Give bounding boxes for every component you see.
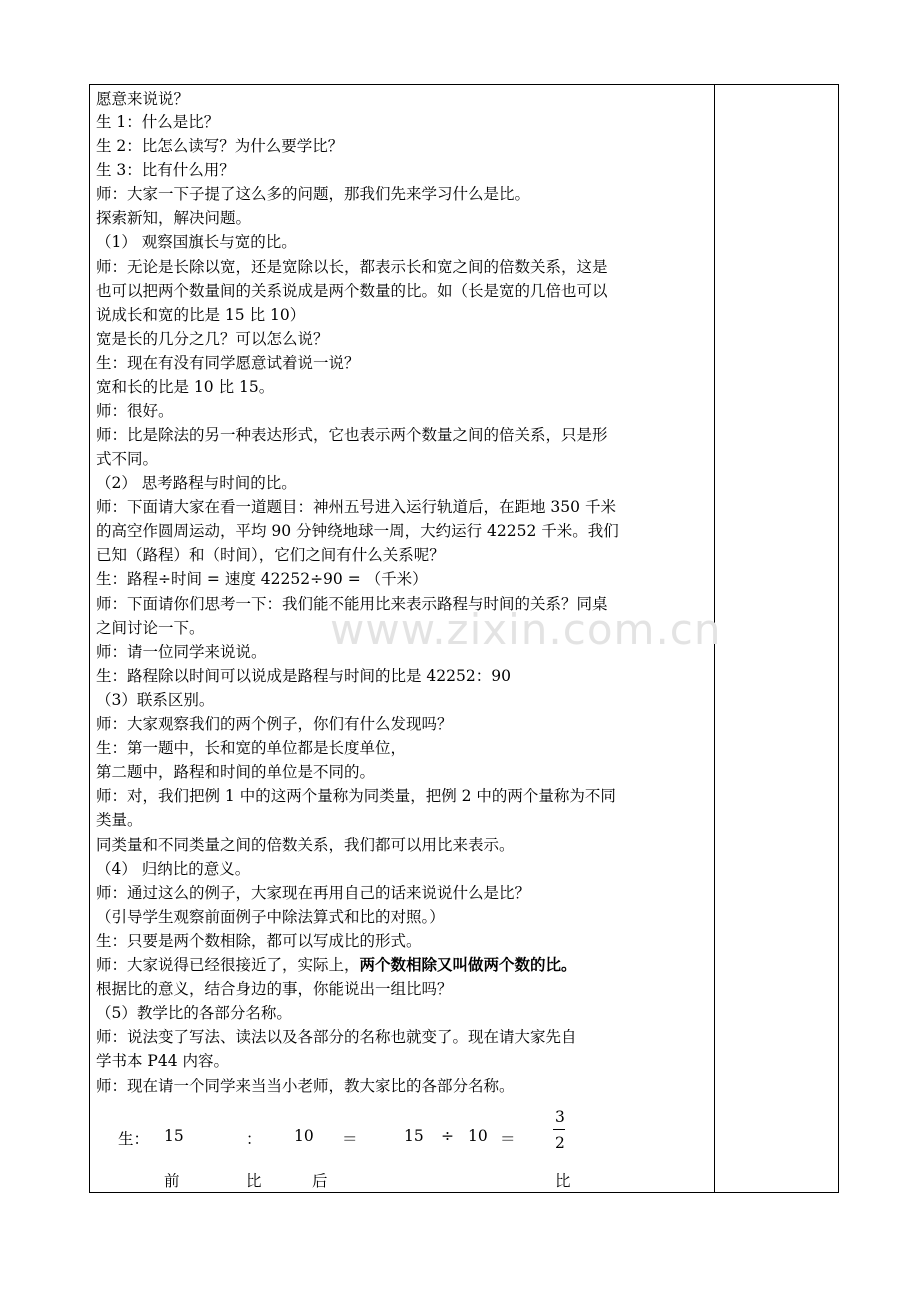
text-line: 已知（路程）和（时间），它们之间有什么关系呢？ [96, 546, 445, 564]
text-line: 式不同。 [96, 450, 159, 468]
text-line: （3）联系区别。 [96, 691, 215, 709]
text-line: 类量。 [96, 811, 143, 829]
equation-equals-1: ＝ [342, 1130, 358, 1148]
text-line: （2） 思考路程与时间的比。 [96, 474, 297, 492]
text-line: 生 1：什么是比？ [96, 113, 220, 131]
equation-divide: ÷ [441, 1127, 454, 1145]
text-line: （5）教学比的各部分名称。 [96, 1004, 292, 1022]
text-line: 师：大家观察我们的两个例子，你们有什么发现吗？ [96, 715, 453, 733]
text-line: 根据比的意义，结合身边的事，你能说出一组比吗？ [96, 980, 453, 998]
text-line: 宽和长的比是 10 比 15。 [96, 378, 275, 396]
text-line: 生：第一题中，长和宽的单位都是长度单位， [96, 739, 407, 757]
text-line: 探索新知，解决问题。 [96, 209, 252, 227]
text-line: 师：下面请大家在看一道题目：神州五号进入运行轨道后，在距地 350 千米 [96, 498, 616, 516]
text-line: 师：大家一下子提了这么多的问题，那我们先来学习什么是比。 [96, 185, 531, 203]
watermark: www.zixin.com.cn [330, 605, 722, 654]
equation-term-b: 10 [294, 1127, 314, 1145]
text-line: 师：无论是长除以宽，还是宽除以长，都表示长和宽之间的倍数关系，这是 [96, 258, 608, 276]
definition-bold: 两个数相除又叫做两个数的比。 [359, 955, 577, 974]
equation-term-d: 10 [468, 1127, 488, 1145]
text-line: 师：对，我们把例 1 中的这两个量称为同类量，把例 2 中的两个量称为不同 [96, 787, 616, 805]
text-line: 师：下面请你们思考一下：我们能不能用比来表示路程与时间的关系？同桌 [96, 595, 608, 613]
text-line: 也可以把两个数量间的关系说成是两个数量的比。如（长是宽的几倍也可以 [96, 282, 608, 300]
text-line: 宽是长的几分之几？可以怎么说？ [96, 330, 329, 348]
text-line: 生：只要是两个数相除，都可以写成比的形式。 [96, 932, 422, 950]
text-line: 愿意来说说？ [96, 90, 190, 108]
fraction-denominator: 2 [555, 1134, 565, 1152]
equation-speaker: 生： [118, 1130, 150, 1148]
label-back-term: 后 [312, 1172, 328, 1190]
text-line: 学书本 P44 内容。 [96, 1052, 230, 1070]
text-line: 师：通过这么的例子，大家现在再用自己的话来说说什么是比？ [96, 884, 531, 902]
fraction-bar [553, 1129, 565, 1130]
text-line: 师：请一位同学来说说。 [96, 643, 267, 661]
text-line: 师：现在请一个同学来当当小老师，教大家比的各部分名称。 [96, 1077, 515, 1095]
equation-colon: ： [246, 1130, 262, 1148]
fraction-numerator: 3 [555, 1108, 565, 1126]
text-line: （4） 归纳比的意义。 [96, 860, 251, 878]
text-line: 师：很好。 [96, 402, 174, 420]
label-front-term: 前 [164, 1172, 180, 1190]
label-ratio-sign: 比 [246, 1172, 262, 1190]
text-line: 的高空作圆周运动，平均 90 分钟绕地球一周，大约运行 42252 千米。我们 [96, 522, 619, 540]
text-line: （1） 观察国旗长与宽的比。 [96, 233, 297, 251]
equation-term-c: 15 [404, 1127, 424, 1145]
text-line: 之间讨论一下。 [96, 619, 205, 637]
text-line: 第二题中，路程和时间的单位是不同的。 [96, 763, 376, 781]
text-line: 同类量和不同类量之间的倍数关系，我们都可以用比来表示。 [96, 836, 515, 854]
text-line: 生 2：比怎么读写？为什么要学比？ [96, 137, 344, 155]
text-line: 师：比是除法的另一种表达形式，它也表示两个数量之间的倍关系，只是形 [96, 426, 608, 444]
text-line: 生 3：比有什么用？ [96, 161, 235, 179]
text-line: 生：现在有没有同学愿意试着说一说？ [96, 354, 360, 372]
text-line [96, 953, 577, 977]
text-line-start: 师：大家说得已经很接近了，实际上， [96, 956, 360, 974]
text-line: 生：路程÷时间 = 速度 42252÷90 = （千米） [96, 570, 428, 588]
text-line: 说成长和宽的比是 15 比 10） [96, 306, 306, 324]
equation-equals-2: ＝ [500, 1130, 516, 1148]
text-line: 师：说法变了写法、读法以及各部分的名称也就变了。现在请大家先自 [96, 1028, 577, 1046]
text-line: 生：路程除以时间可以说成是路程与时间的比是 42252：90 [96, 667, 511, 685]
text-line: （引导学生观察前面例子中除法算式和比的对照。） [96, 908, 445, 926]
equation-term-a: 15 [164, 1127, 184, 1145]
label-ratio-value: 比 [555, 1172, 571, 1190]
